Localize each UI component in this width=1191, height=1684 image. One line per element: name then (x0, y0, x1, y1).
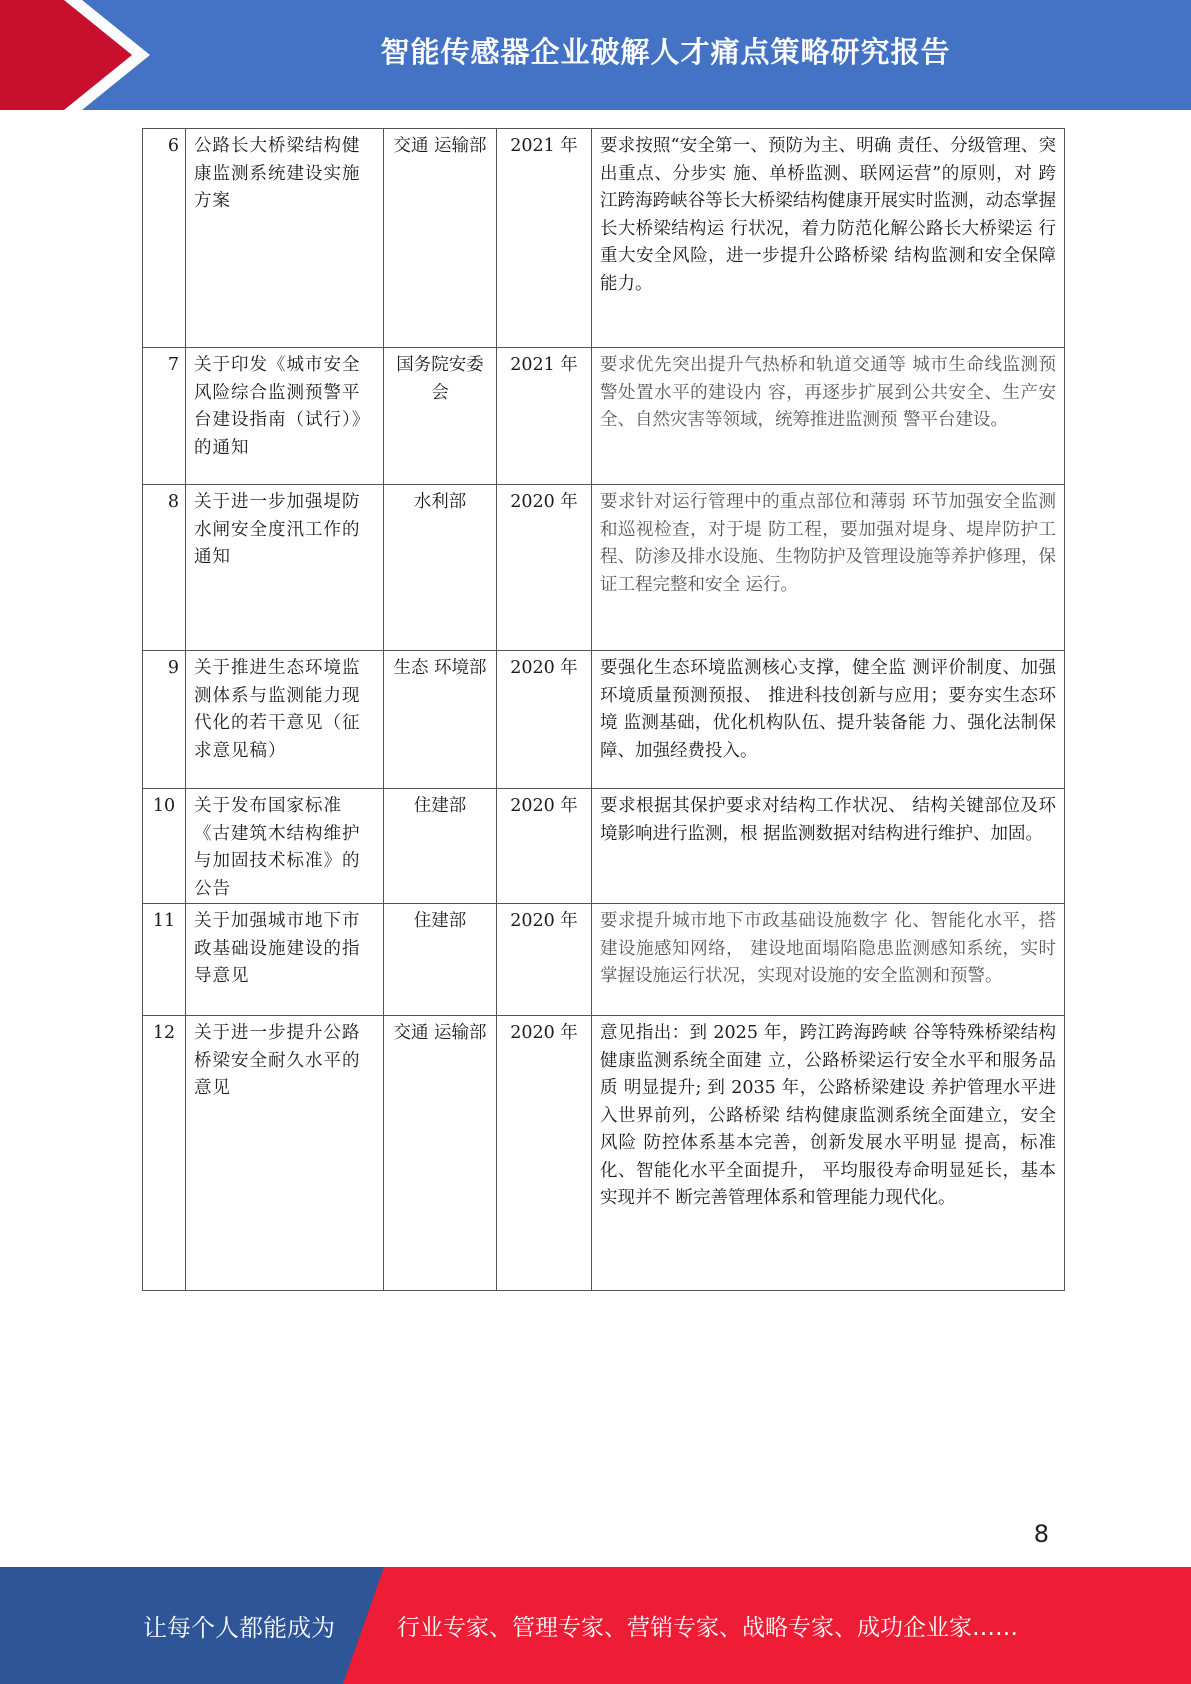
issue-year: 2020 年 (497, 485, 592, 651)
issuing-department: 生态 环境部 (384, 651, 497, 789)
report-title: 智能传感器企业破解人才痛点策略研究报告 (380, 34, 951, 69)
issue-year: 2020 年 (497, 1016, 592, 1291)
table-row (143, 129, 1065, 348)
row-number: 10 (143, 789, 186, 904)
row-number: 11 (143, 904, 186, 1016)
footer-slogan-right: 行业专家、管理专家、营销专家、战略专家、成功企业家…… (397, 1615, 1018, 1641)
policy-title: 公路长大桥梁结构健康监测系统建设实施方案 (186, 129, 384, 348)
row-number: 6 (143, 129, 186, 348)
table-row (143, 348, 1065, 485)
table-row (143, 651, 1065, 789)
policy-title: 关于进一步提升公路桥梁安全耐久水平的意见 (186, 1016, 384, 1291)
policy-content: 要求根据其保护要求对结构工作状况、 结构关键部位及环境影响进行监测，根 据监测数据对结构进行维护、加固。 (592, 789, 1065, 904)
issuing-department: 水利部 (384, 485, 497, 651)
issue-year: 2021 年 (497, 129, 592, 348)
issuing-department: 交通 运输部 (384, 129, 497, 348)
issuing-department: 国务院安委会 (384, 348, 497, 485)
row-number: 7 (143, 348, 186, 485)
policy-title: 关于印发《城市安全风险综合监测预警平台建设指南（试行）》的通知 (186, 348, 384, 485)
table-row (143, 789, 1065, 904)
header-arrow-decoration (0, 0, 150, 110)
policy-content: 要强化生态环境监测核心支撑，健全监 测评价制度、加强环境质量预测预报、 推进科技创新与应用；要夯实生态环境 监测基础，优化机构队伍、提升装备能 力、强化法制保障、加强经费投入。 (592, 651, 1065, 789)
issue-year: 2020 年 (497, 789, 592, 904)
issue-year: 2021 年 (497, 348, 592, 485)
policy-content: 要求提升城市地下市政基础设施数字 化、智能化水平，搭建设施感知网络， 建设地面塌陷隐患监测感知系统，实时 掌握设施运行状况，实现对设施的安全监测和预警。 (592, 904, 1065, 1016)
policy-title: 关于发布国家标准《古建筑木结构维护与加固技术标准》的公告 (186, 789, 384, 904)
page-footer (0, 1567, 1191, 1684)
table-row (143, 485, 1065, 651)
row-number: 12 (143, 1016, 186, 1291)
row-number: 9 (143, 651, 186, 789)
table-row (143, 904, 1065, 1016)
issuing-department: 住建部 (384, 904, 497, 1016)
issuing-department: 住建部 (384, 789, 497, 904)
policy-content: 要求针对运行管理中的重点部位和薄弱 环节加强安全监测和巡视检查，对于堤 防工程，要加强对堤身、堤岸防护工 程、防渗及排水设施、生物防护及管理设施等养护修理，保证工程完整和安全 运行。 (592, 485, 1065, 651)
table-row (143, 1016, 1065, 1291)
policy-content: 意见指出：到 2025 年，跨江跨海跨峡 谷等特殊桥梁结构健康监测系统全面建 立，公路桥梁运行安全水平和服务品质 明显提升; 到 2035 年，公路桥梁建设 养护管理水平进入世界前列，公路桥梁 结构健康监测系统全面建立，安全风险 防控体系基本完善，创新发展水平明显 提高，标准化、智能化水平全面提升， 平均服役寿命明显延长，基本实现并不 断完善管理体系和管理能力现代化。 (592, 1016, 1065, 1291)
footer-slogan-left: 让每个人都能成为 (143, 1614, 335, 1642)
policy-content: 要求优先突出提升气热桥和轨道交通等 城市生命线监测预警处置水平的建设内 容，再逐步扩展到公共安全、生产安 全、自然灾害等领域，统筹推进监测预 警平台建设。 (592, 348, 1065, 485)
page-number: 8 (1033, 1520, 1049, 1548)
issue-year: 2020 年 (497, 904, 592, 1016)
policy-title: 关于推进生态环境监测体系与监测能力现代化的若干意见（征求意见稿） (186, 651, 384, 789)
row-number: 8 (143, 485, 186, 651)
policy-title: 关于加强城市地下市政基础设施建设的指导意见 (186, 904, 384, 1016)
policy-content: 要求按照“安全第一、预防为主、明确 责任、分级管理、突出重点、分步实 施、单桥监测、联网运营”的原则，对 跨江跨海跨峡谷等长大桥梁结构健康开展实时监测，动态掌握长大桥梁结构运 行状况，着力防范化解公路长大桥梁运 行重大安全风险，进一步提升公路桥梁 结构监测和安全保障能力。 (592, 129, 1065, 348)
policy-title: 关于进一步加强堤防水闸安全度汛工作的通知 (186, 485, 384, 651)
issue-year: 2020 年 (497, 651, 592, 789)
issuing-department: 交通 运输部 (384, 1016, 497, 1291)
page-header (0, 0, 1191, 110)
policy-table (142, 128, 1065, 1291)
